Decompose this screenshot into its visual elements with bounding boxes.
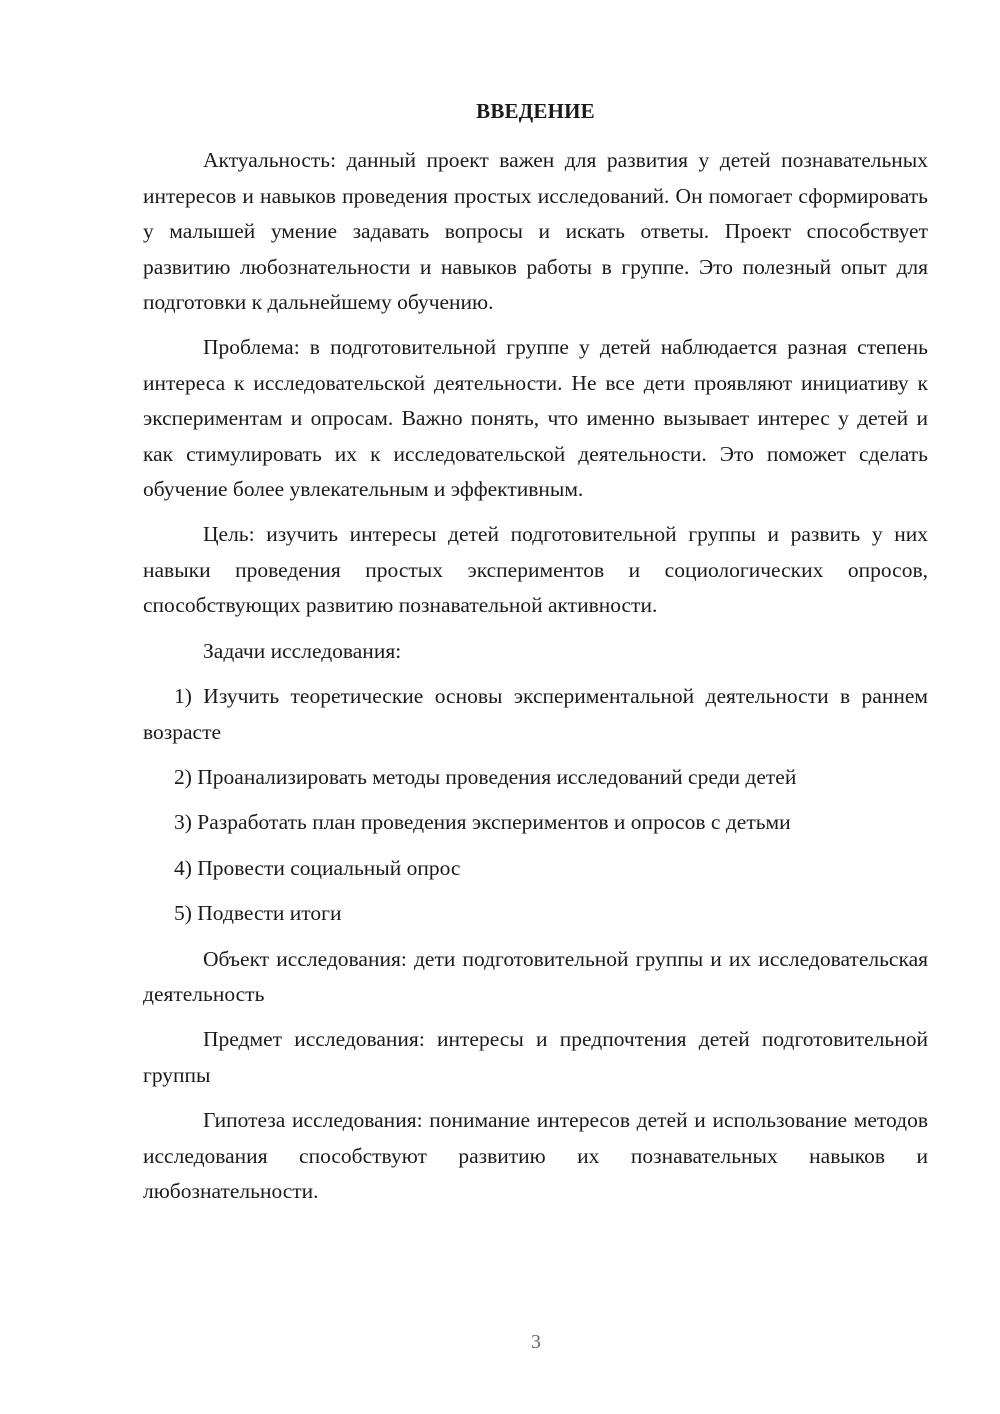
goal-paragraph: Цель: изучить интересы детей подготовительной группы и развить у них навыки проведения простых экспериментов и социологических опросов, способствующих развитию познавательной активности. — [143, 522, 928, 618]
task-item: 5) Подвести итоги — [174, 901, 342, 926]
page-number: 3 — [531, 1331, 541, 1353]
task-item: 1) Изучить теоретические основы экспериментальной деятельности в раннем возрасте — [143, 684, 928, 744]
document-title: ВВЕДЕНИЕ — [476, 99, 595, 123]
task-item: 4) Провести социальный опрос — [174, 855, 461, 880]
task-item: 2) Проанализировать методы проведения исследований среди детей — [174, 764, 797, 789]
task-item: 3) Разработать план проведения экспериментов и опросов с детьми — [174, 810, 791, 835]
relevance-paragraph: Актуальность: данный проект важен для развития у детей познавательных интересов и навыков проведения простых исследований. Он помогает сформировать у малышей умение задавать вопросы и искать ответы. Проект способствует развитию любознательности и навыков работы в группе. Это полезный опыт для подготовки к дальнейшему обучению. — [143, 148, 928, 315]
document-page — [143, 94, 928, 1219]
tasks-heading: Задачи исследования: — [203, 638, 402, 663]
object-paragraph: Объект исследования: дети подготовительной группы и их исследовательская деятельность — [143, 946, 928, 1006]
problem-paragraph: Проблема: в подготовительной группе у детей наблюдается разная степень интереса к исследовательской деятельности. Не все дети проявляют инициативу к экспериментам и опросам. Важно понять, что именно вызывает интерес у детей и как стимулировать их к исследовательской деятельности. Это поможет сделать обучение более увлекательным и эффективным. — [143, 335, 928, 502]
subject-paragraph: Предмет исследования: интересы и предпочтения детей подготовительной группы — [143, 1027, 928, 1087]
hypothesis-paragraph: Гипотеза исследования: понимание интересов детей и использование методов исследования способствуют развитию их познавательных навыков и любознательности. — [143, 1108, 928, 1203]
